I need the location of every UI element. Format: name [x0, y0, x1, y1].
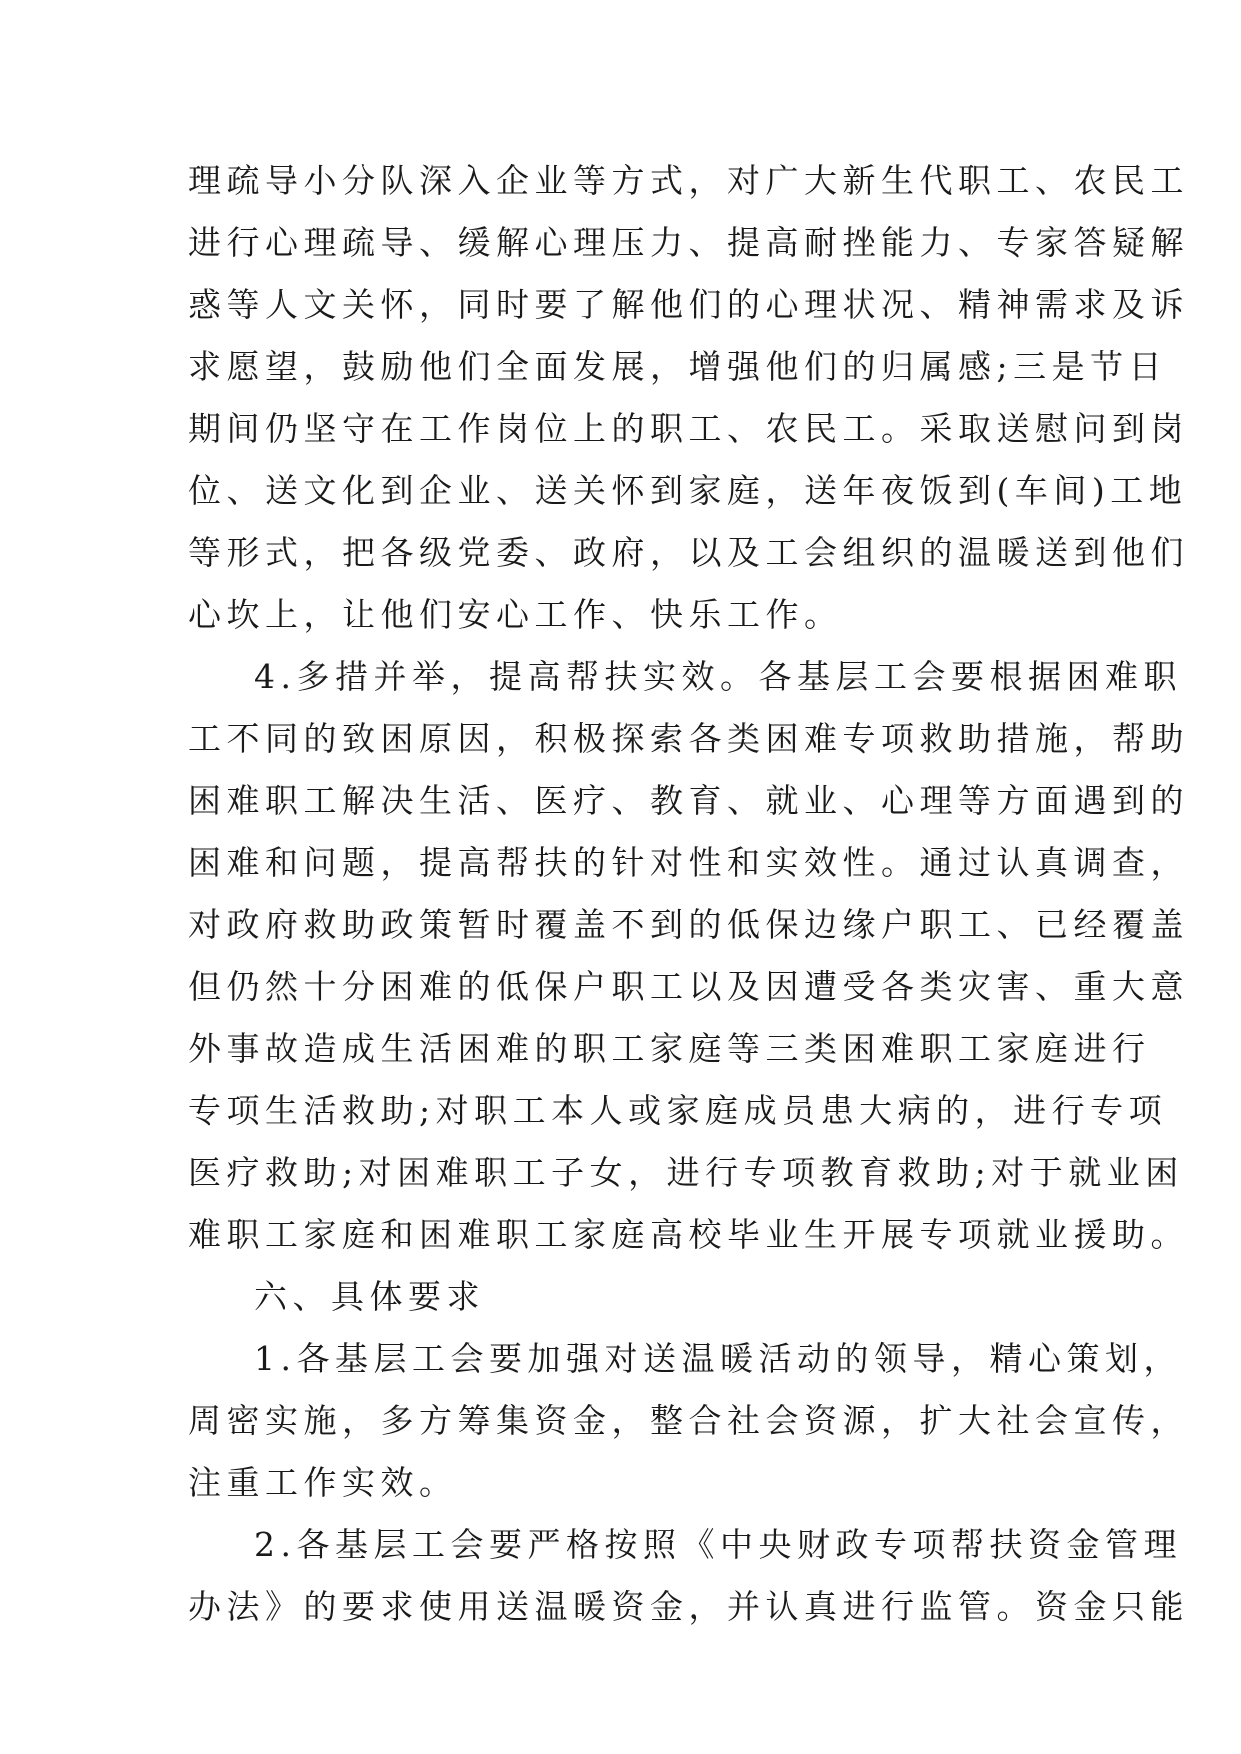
- text-line: 医疗救助;对困难职工子女，进行专项教育救助;对于就业困: [188, 1153, 1184, 1192]
- text-line: 专项生活救助;对职工本人或家庭成员患大病的，进行专项: [188, 1091, 1168, 1130]
- text-line: 六、具体要求: [254, 1277, 485, 1316]
- text-line: 进行心理疏导、缓解心理压力、提高耐挫能力、专家答疑解: [188, 223, 1189, 262]
- text-line: 理疏导小分队深入企业等方式，对广大新生代职工、农民工: [188, 161, 1189, 200]
- text-line: 期间仍坚守在工作岗位上的职工、农民工。采取送慰问到岗: [188, 409, 1189, 448]
- text-line: 但仍然十分困难的低保户职工以及因遭受各类灾害、重大意: [188, 967, 1189, 1006]
- text-line: 4.多措并举，提高帮扶实效。各基层工会要根据困难职: [254, 657, 1182, 696]
- document-body: [188, 150, 1189, 1638]
- text-line: 等形式，把各级党委、政府，以及工会组织的温暖送到他们: [188, 533, 1189, 572]
- text-line: 心坎上，让他们安心工作、快乐工作。: [188, 595, 843, 634]
- text-line: 对政府救助政策暂时覆盖不到的低保边缘户职工、已经覆盖: [188, 905, 1189, 944]
- text-line: 周密实施，多方筹集资金，整合社会资源，扩大社会宣传，: [188, 1401, 1189, 1440]
- text-line: 困难职工解决生活、医疗、教育、就业、心理等方面遇到的: [188, 781, 1189, 820]
- text-line: 位、送文化到企业、送关怀到家庭，送年夜饭到(车间)工地: [188, 471, 1188, 510]
- text-line: 1.各基层工会要加强对送温暖活动的领导，精心策划，: [254, 1339, 1182, 1378]
- text-line: 困难和问题，提高帮扶的针对性和实效性。通过认真调查，: [188, 843, 1189, 882]
- text-line: 惑等人文关怀，同时要了解他们的心理状况、精神需求及诉: [188, 285, 1189, 324]
- text-line: 工不同的致困原因，积极探索各类困难专项救助措施，帮助: [188, 719, 1189, 758]
- text-line: 难职工家庭和困难职工家庭高校毕业生开展专项就业援助。: [188, 1215, 1189, 1254]
- text-line: 2.各基层工会要严格按照《中央财政专项帮扶资金管理: [254, 1525, 1182, 1564]
- text-line: 求愿望，鼓励他们全面发展，增强他们的归属感;三是节日: [188, 347, 1168, 386]
- text-line: 办法》的要求使用送温暖资金，并认真进行监管。资金只能: [188, 1587, 1189, 1626]
- text-line: 外事故造成生活困难的职工家庭等三类困难职工家庭进行: [188, 1029, 1151, 1068]
- text-line: 注重工作实效。: [188, 1463, 458, 1502]
